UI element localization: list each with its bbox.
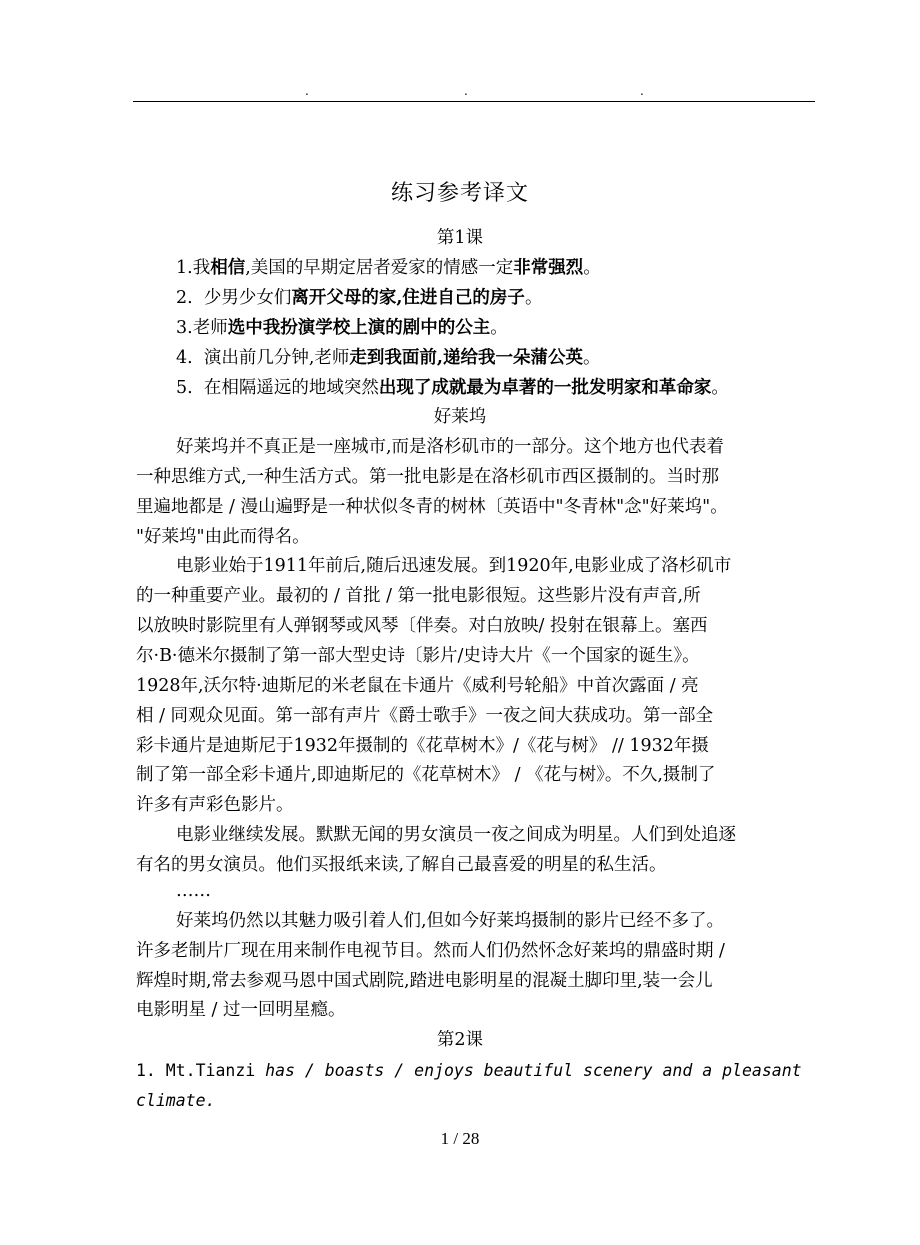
exercise-item-5: 5. 在相隔遥远的地域突然出现了成就最为卓著的一批发明家和革命家。 <box>176 378 729 398</box>
paragraph-line: 好莱坞仍然以其魅力吸引着人们,但如今好莱坞摄制的影片已经不多了。 <box>176 911 725 931</box>
header-dot: . <box>305 84 309 98</box>
header-dot: . <box>640 84 644 98</box>
exercise-item-4: 4. 演出前几分钟,老师走到我面前,递给我一朵蒲公英。 <box>176 348 601 368</box>
paragraph-line: 制了第一部全彩卡通片,即迪斯尼的《花草树木》 / 《花与树》。不久,摄制了 <box>136 765 716 785</box>
ellipsis: …… <box>176 881 211 901</box>
paragraph-line: 电影业始于1911年前后,随后迅速发展。到1920年,电影业成了洛杉矶市 <box>176 556 732 576</box>
lesson-2-heading: 第2课 <box>436 1030 484 1050</box>
paragraph-line: 1928年,沃尔特·迪斯尼的米老鼠在卡通片《威利号轮船》中首次露面 / 亮 <box>136 676 699 696</box>
page-number: 1 / 28 <box>440 1129 480 1148</box>
passage-title: 好莱坞 <box>433 407 487 427</box>
paragraph-line: 里遍地都是 / 漫山遍野是一种状似冬青的树林〔英语中"冬青林"念"好莱坞"。 <box>136 497 728 517</box>
lesson-2-item-1: 1. Mt.Tianzi has / boasts / enjoys beautiful scenery and a pleasant <box>136 1061 802 1080</box>
paragraph-line: 相 / 同观众见面。第一部有声片《爵士歌手》一夜之间大获成功。第一部全 <box>136 706 714 726</box>
exercise-item-2: 2. 少男少女们离开父母的家,住进自己的房子。 <box>176 288 543 308</box>
paragraph-line: "好莱坞"由此而得名。 <box>136 527 310 547</box>
paragraph-line: 辉煌时期,常去参观马恩中国式剧院,踏进电影明星的混凝土脚印里,装一会儿 <box>136 971 713 991</box>
paragraph-line: 电影明星 / 过一回明星瘾。 <box>136 1000 346 1020</box>
paragraph-line: 电影业继续发展。默默无闻的男女演员一夜之间成为明星。人们到处追逐 <box>176 825 736 845</box>
paragraph-line: 好莱坞并不真正是一座城市,而是洛杉矶市的一部分。这个地方也代表着 <box>176 437 725 457</box>
paragraph-line: 一种思维方式,一种生活方式。第一批电影是在洛杉矶市西区摄制的。当时那 <box>136 467 720 487</box>
header-dots <box>0 84 920 96</box>
paragraph-line: 有名的男女演员。他们买报纸来读,了解自己最喜爱的明星的私生活。 <box>136 855 667 875</box>
paragraph-line: 许多老制片厂现在用来制作电视节目。然而人们仍然怀念好莱坞的鼎盛时期 / <box>136 941 725 961</box>
header-dot: . <box>464 84 468 98</box>
paragraph-line: 许多有声彩色影片。 <box>136 795 294 815</box>
lesson-2-item-1-cont: climate. <box>136 1091 216 1110</box>
exercise-item-3: 3.老师选中我扮演学校上演的剧中的公主。 <box>176 318 508 338</box>
page-title: 练习参考译文 <box>390 181 529 206</box>
header-rule <box>133 101 815 102</box>
exercise-item-1: 1.我相信,美国的早期定居者爱家的情感一定非常强烈。 <box>176 258 601 278</box>
paragraph-line: 彩卡通片是迪斯尼于1932年摄制的《花草树木》/《花与树》 // 1932年摄 <box>136 736 709 756</box>
lesson-1-heading: 第1课 <box>436 228 484 248</box>
paragraph-line: 尔·B·德米尔摄制了第一部大型史诗〔影片/史诗大片《一个国家的诞生》。 <box>136 646 700 666</box>
paragraph-line: 以放映时影院里有人弹钢琴或风琴〔伴奏。对白放映/ 投射在银幕上。塞西 <box>136 616 708 636</box>
paragraph-line: 的一种重要产业。最初的 / 首批 / 第一批电影很短。这些影片没有声音,所 <box>136 586 701 606</box>
